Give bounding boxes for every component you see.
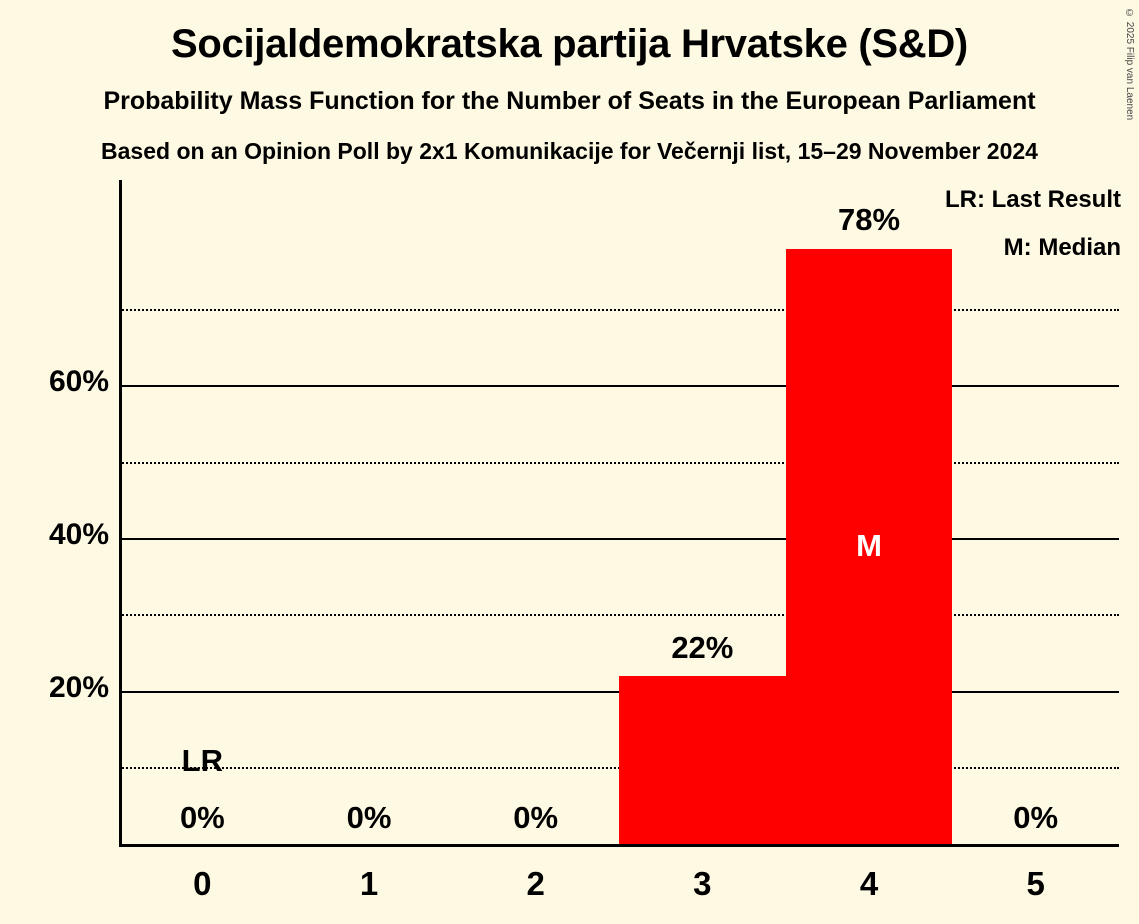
gridline-40 [119, 538, 1119, 540]
bar-3[interactable] [619, 676, 786, 844]
gridline-50 [119, 462, 1119, 464]
plot-area [119, 180, 1119, 844]
x-axis [119, 844, 1119, 847]
bar-value-5: 0% [1013, 800, 1059, 835]
gridline-70 [119, 309, 1119, 311]
copyright-notice: © 2025 Filip van Laenen [1124, 8, 1135, 121]
xtick-label-2: 2 [526, 865, 545, 902]
xtick-label-1: 1 [359, 865, 379, 902]
bar-value-1: 0% [346, 800, 392, 835]
bar-value-2: 0% [513, 800, 559, 835]
xtick-label-0: 0 [193, 865, 212, 902]
legend-median: M: Median [1003, 234, 1121, 261]
last-result-marker: LR [181, 743, 223, 778]
chart-source-line: Based on an Opinion Poll by 2x1 Komunikacije for Večernji list, 15–29 November 2024 [101, 138, 1038, 164]
xtick-label-4: 4 [859, 865, 879, 902]
legend-last-result: LR: Last Result [944, 186, 1121, 213]
xtick-label-3: 3 [693, 865, 712, 902]
ytick-label-20: 20% [48, 670, 109, 704]
gridline-30 [119, 614, 1119, 616]
bar-value-4: 78% [838, 202, 901, 237]
ytick-label-40: 40% [48, 518, 109, 551]
chart-subtitle: Probability Mass Function for the Number of Seats in the European Parliament [103, 87, 1036, 115]
y-axis [119, 180, 122, 847]
page-title: Socijaldemokratska partija Hrvatske (S&D) [171, 22, 968, 66]
ytick-label-60: 60% [48, 365, 109, 399]
bar-value-0: 0% [179, 800, 225, 835]
xtick-label-5: 5 [1026, 865, 1045, 902]
bar-value-3: 22% [671, 630, 734, 665]
gridline-60 [119, 385, 1119, 387]
median-marker: M [856, 528, 882, 563]
